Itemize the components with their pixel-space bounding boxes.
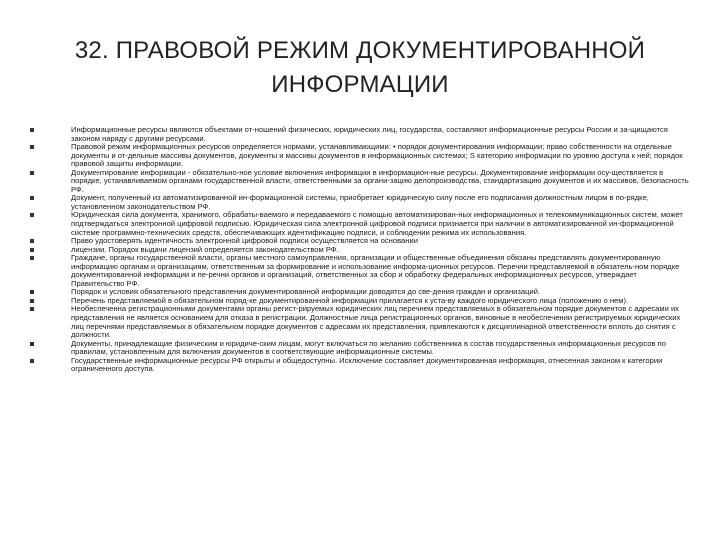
bullet-dot-icon bbox=[30, 171, 34, 175]
bullet-item bbox=[30, 357, 690, 374]
bullet-item bbox=[30, 340, 690, 357]
bullet-dot-icon bbox=[30, 256, 34, 260]
bullet-text: Перечень представляемой в обязательном поряд-ке документированной информации прилагается к уста-ву каждого юридического лица (положению о нем). bbox=[71, 295, 629, 305]
bullet-item bbox=[30, 143, 690, 169]
bullet-text: Правовой режим информационных ресурсов определяется нормами, устанавливающими: • порядок документирования информации; право собственности на отдельные документы и от-дельные массивы документов, документы и массивы документов в информационных системах; S категорию информации по уровню доступа к ней; порядок правовой защиты информации. bbox=[71, 142, 683, 169]
slide-title: 32. ПРАВОВОЙ РЕЖИМ ДОКУМЕНТИРОВАННОЙ ИНФОРМАЦИИ bbox=[74, 37, 646, 98]
bullet-dot-icon bbox=[30, 128, 34, 132]
bullet-item bbox=[30, 305, 690, 339]
bullet-text: Информационные ресурсы являются объектами от-ношений физических, юридических лиц, государства, составляют информационные ресурсы России и за-щищаются законом наряду с другими ресурсами. bbox=[71, 125, 668, 143]
bullet-dot-icon bbox=[30, 307, 34, 311]
bullet-dot-icon bbox=[30, 196, 34, 200]
bullet-item bbox=[30, 169, 690, 195]
bullet-item bbox=[30, 194, 690, 211]
bullet-dot-icon bbox=[30, 213, 34, 217]
bullet-list bbox=[30, 126, 690, 374]
bullet-text: Граждане, органы государственной власти, органы местного самоуправления, организации и общественные объединения обязаны представлять документированную информацию органам и организациям, ответственным за формирование и использование информа-ционных ресурсов. Перечни представляемой в обязатель-ном порядке документированной информации и пе-речни органов и организаций, ответственных за сбор и обработку федеральных информационных ресурсов, утверждает Правительство РФ. bbox=[71, 253, 680, 288]
bullet-text: лицензии. Порядок выдачи лицензий определяется законодательством РФ. bbox=[71, 244, 339, 254]
bullet-dot-icon bbox=[30, 359, 34, 363]
bullet-dot-icon bbox=[30, 299, 34, 303]
bullet-item bbox=[30, 126, 690, 143]
bullet-text: Документы, принадлежащие физическим и юридиче-ским лицам, могут включаться по желанию собственника в состав государственных информационных ресурсов по правилам, установленным для включения документов в соответствующие информационные системы. bbox=[71, 338, 666, 357]
bullet-text: Необеспеченна регистрационными документами органы регист-рируемых юридических лиц перечнем представляемых в обязательном порядке документов с адресами их представления не является основанием для отказа в регистрации. Должностные лица регистрационных органов, виновные в необеспечении регистрируемых юридических лиц перечнями представляемых в обязательном порядке документов с адресами их представления, привлекаются к дисциплинарной ответственности вплоть до снятия с должности. bbox=[71, 304, 681, 340]
bullet-text: Юридическая сила документа, хранимого, обрабаты-ваемого и передаваемого с помощью автоматизирован-ных информационных и телекоммуникационных систем, может подтверждаться электронной цифровой подписью. Юридическая сила электронной цифровой подписи признается при наличии в автоматизированной ин-формационной системе программно-технических средств, обеспечивающих идентификацию подписи, и соблюдении режима их использования. bbox=[71, 210, 683, 237]
bullet-dot-icon bbox=[30, 145, 34, 149]
bullet-item bbox=[30, 211, 690, 237]
bullet-dot-icon bbox=[30, 290, 34, 294]
bullet-dot-icon bbox=[30, 239, 34, 243]
bullet-text: Документ, полученный из автоматизированной ин-формационной системы, приобретает юридическую силу после его подписания должностным лицом в по-рядке, установленном законодательством РФ. bbox=[71, 193, 649, 211]
bullet-item bbox=[30, 254, 690, 288]
bullet-dot-icon bbox=[30, 248, 34, 252]
bullet-text: Документирование информации - обязательно-ное условие включения информации в информацион-ные ресурсы. Документирование информации осу-ществляется в порядке, устанавливаемом органами государственной власти, ответственными за органи-зацию делопроизводства, стандартизацию документов и их массивов, безопасность РФ. bbox=[71, 167, 689, 194]
bullet-dot-icon bbox=[30, 342, 34, 346]
bullet-text: Право удостоверять идентичность электронной цифровой подписи осуществляется на основании bbox=[71, 236, 418, 246]
bullet-text: Государственные информационные ресурсы РФ открыты и общедоступны. Исключение составляет документированная информация, отнесенная законом к категории ограниченного доступа. bbox=[71, 355, 663, 374]
bullet-text: Порядок и условия обязательного представления документированной информации доводятся до све-дения граждан и организаций. bbox=[71, 287, 541, 297]
